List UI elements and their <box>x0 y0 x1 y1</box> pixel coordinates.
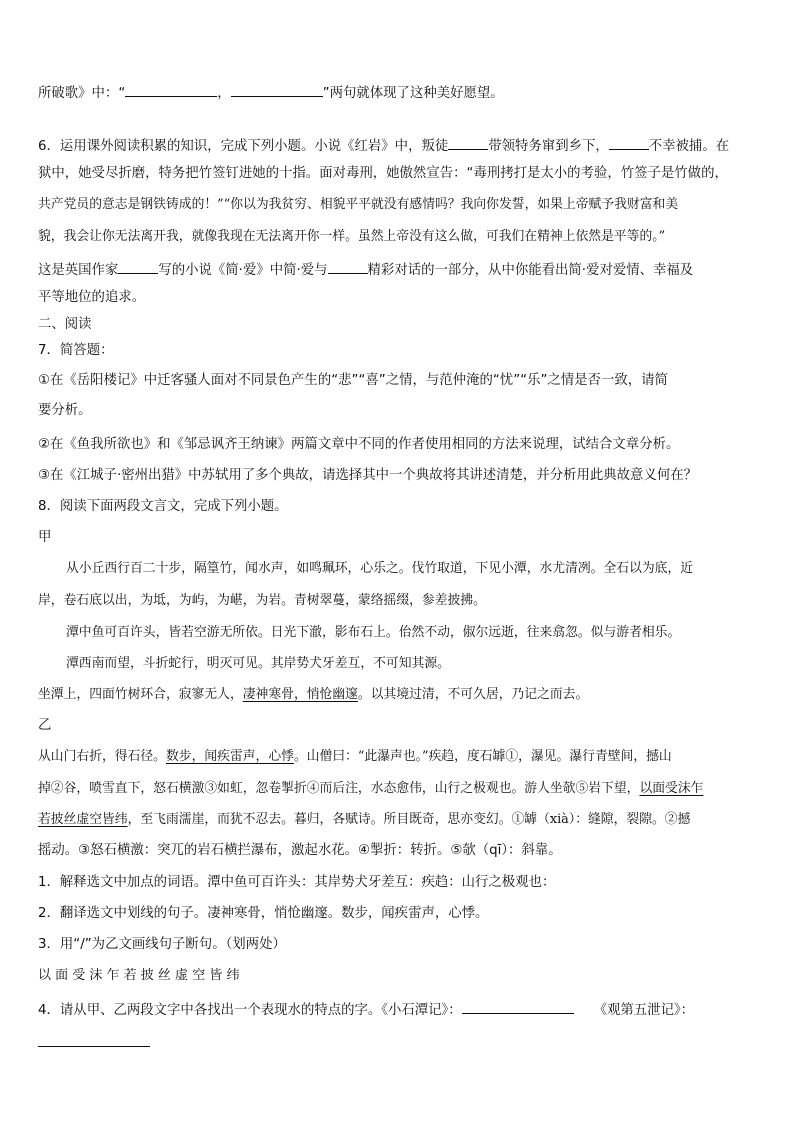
question-6-line-6: 平等地位的追求。 <box>38 290 146 305</box>
passage-b-notes: 摇动。③怒石横激：突兀的岩石横拦瀑布，激起水花。④掣折：转折。⑤欹（qī）：斜靠。 <box>38 843 562 858</box>
underlined-sentence: 数步，闻疾雷声，心悸 <box>165 749 294 764</box>
answer-blank[interactable] <box>448 135 488 150</box>
answer-blank[interactable] <box>118 259 158 274</box>
question-7-item-1: ①在《岳阳楼记》中迁客骚人面对不同景色产生的“悲”“喜”之情，与范仲淹的“忧”“乐”之情是否一致，请简 <box>38 373 668 388</box>
question-7-item-1-cont: 要分析。 <box>38 403 92 418</box>
answer-blank[interactable] <box>231 82 323 97</box>
subquestion-1: 1．解释选文中加点的词语。潭中鱼可百许头：其岸势犬牙差互：疾趋：山行之极观也： <box>38 875 556 890</box>
passage-b-line-2: 掉②谷，喷雪直下，怒石横激③如虹，忽卷掣折④而后注，水态愈伟，山行之极观也。游人坐欹⑤岩下望，以面受沫乍 <box>38 781 704 796</box>
underlined-sentence: 若披丝虚空皆纬 <box>38 812 128 827</box>
question-6-line-4: 貌，我会让你无法离开我，就像我现在无法离开你一样。虽然上帝没有这么做，可我们在精神上依然是平等的。” <box>38 229 666 244</box>
section-heading: 二、阅读 <box>38 317 92 332</box>
subquestion-3-sentence: 以 面 受 沫 乍 若 披 丝 虚 空 皆 纬 <box>38 968 240 983</box>
passage-a-line-4: 潭西南而望，斗折蛇行，明灭可见。其岸势犬牙差互，不可知其源。 <box>66 656 450 671</box>
question-7-title: 7．简答题： <box>38 343 114 358</box>
passage-b-line-3: 若披丝虚空皆纬，至飞雨濡崖，而犹不忍去。暮归，各赋诗。所目既奇，思亦变幻。①罅（xià）：缝隙，裂隙。②撼 <box>38 812 691 827</box>
question-6-line-1: 6．运用课外阅读积累的知识，完成下列小题。小说《红岩》中，叛徒 带领特务窜到乡下， 不幸被捕。在 <box>38 135 729 156</box>
question-6-line-2: 狱中，她受尽折磨，特务把竹签钉进她的十指。面对毒刑，她傲然宣告：“毒刑拷打是太小的考验，竹签子是竹做的， <box>38 166 728 181</box>
passage-a-line-5: 坐潭上，四面竹树环合，寂寥无人，凄神寒骨，悄怆幽邃。以其境过清，不可久居，乃记之而去。 <box>38 687 589 702</box>
question-7-item-3: ③在《江城子·密州出猎》中苏轼用了多个典故，请选择其中一个典故将其讲述清楚，并分析用此典故意义何在？ <box>38 468 698 483</box>
underlined-sentence: 凄神寒骨，悄怆幽邃 <box>242 687 358 702</box>
answer-blank[interactable] <box>462 999 574 1014</box>
passage-a-line-1: 从小丘西行百二十步，隔篁竹，闻水声，如鸣珮环，心乐之。伐竹取道，下见小潭，水尤清冽。全石以为底，近 <box>66 561 694 576</box>
question-6-line-3: 共产党员的意志是钢铁铸成的！”“你以为我贫穷、相貌平平就没有感情吗？我向你发誓，如果上帝赋予我财富和美 <box>38 197 679 212</box>
subquestion-4: 4．请从甲、乙两段文字中各找出一个表现水的特点的字。《小石潭记》： 《观第五泄记》： <box>38 999 694 1020</box>
passage-b-line-1: 从山门右折，得石径。数步，闻疾雷声，心悸。山僧曰：“此瀑声也。”疾趋，度石罅①，瀑见。瀑行青壁间，撼山 <box>38 749 672 764</box>
passage-a-line-3: 潭中鱼可百许头，皆若空游无所依。日光下澈，影布石上。佁然不动，俶尔远逝，往来翕忽。似与游者相乐。 <box>66 625 681 640</box>
line-0: 所破歌》中：“ ， ”两句就体现了这种美好愿望。 <box>38 82 504 103</box>
question-8-title: 8．阅读下面两段文言文，完成下列小题。 <box>38 499 288 514</box>
answer-blank[interactable] <box>609 135 649 150</box>
answer-blank[interactable] <box>125 82 217 97</box>
question-7-item-2: ②在《鱼我所欲也》和《邹忌讽齐王纳谏》两篇文章中不同的作者使用相同的方法来说理，试结合文章分析。 <box>38 437 680 452</box>
underlined-sentence: 以面受沫乍 <box>639 781 704 796</box>
answer-blank[interactable] <box>328 259 368 274</box>
passage-b-label: 乙 <box>38 718 52 733</box>
passage-a-label: 甲 <box>38 530 52 545</box>
passage-a-line-2: 岸，卷石底以出，为坻，为屿，为嵁，为岩。青树翠蔓，蒙络摇缀，参差披拂。 <box>38 593 486 608</box>
subquestion-3: 3．用“/”为乙文画线句子断句。（划两处） <box>38 937 286 952</box>
answer-blank[interactable] <box>38 1046 150 1047</box>
question-6-line-5: 这是英国作家 写的小说《简·爱》中简·爱与 精彩对话的一部分，从中你能看出简·爱对爱情、幸福及 <box>38 259 693 280</box>
subquestion-2: 2．翻译选文中划线的句子。凄神寒骨，悄怆幽邃。数步，闻疾雷声，心悸。 <box>38 906 489 921</box>
